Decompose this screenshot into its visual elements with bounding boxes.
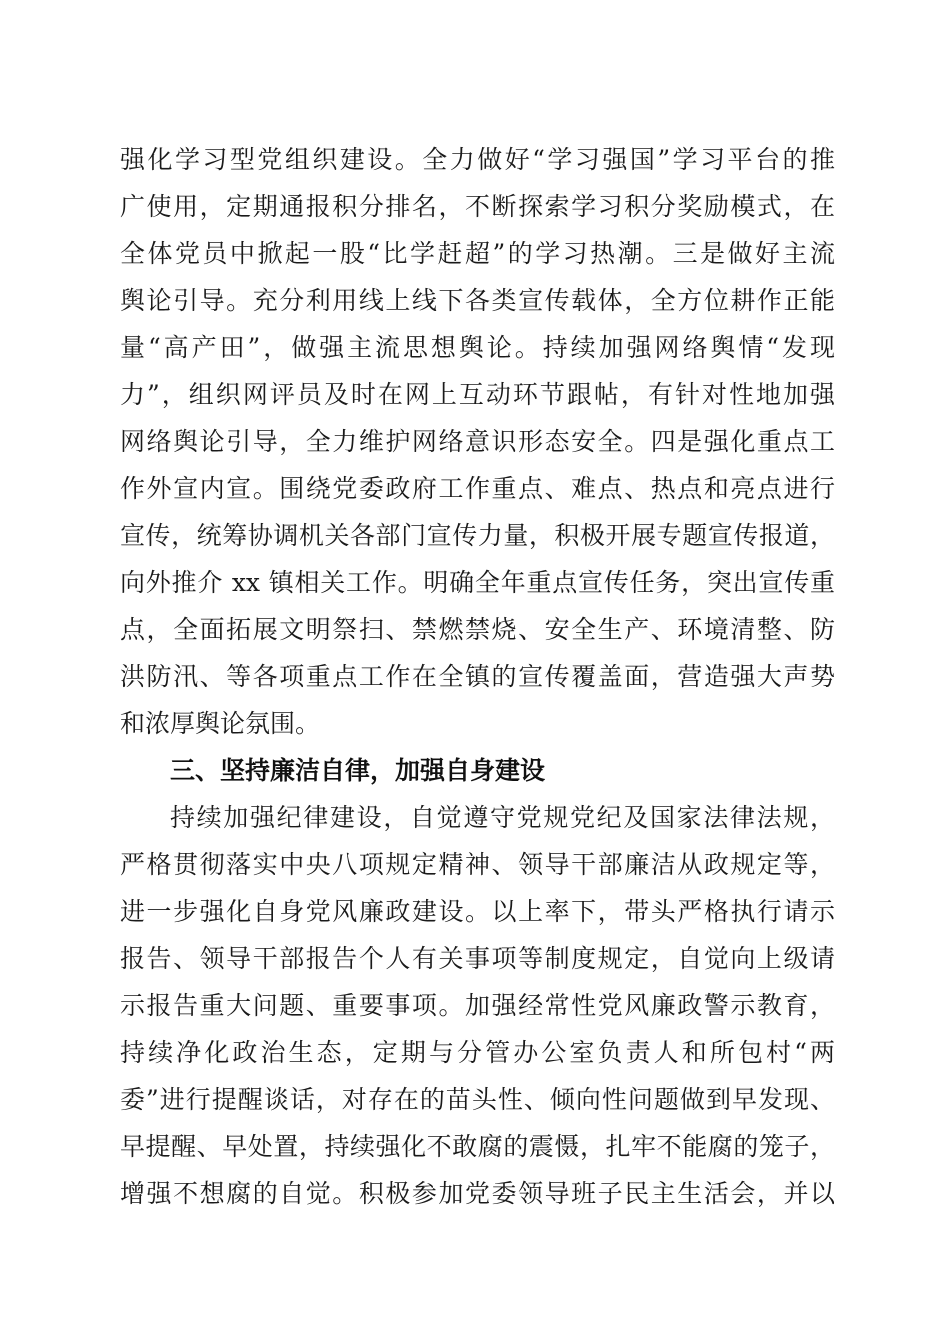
- paragraph-line: 和浓厚舆论氛围。: [120, 709, 321, 738]
- paragraph-line: 持续加强纪律建设，自觉遵守党规党纪及国家法律法规，: [170, 803, 835, 832]
- paragraph-line: 舆论引导。充分利用线上线下各类宣传载体，全方位耕作正能: [120, 286, 835, 315]
- paragraph-line: 进一步强化自身党风廉政建设。以上率下，带头严格执行请示: [120, 897, 835, 926]
- paragraph-line: 示报告重大问题、重要事项。加强经常性党风廉政警示教育，: [120, 991, 835, 1020]
- paragraph-line: 早提醒、早处置，持续强化不敢腐的震慑，扎牢不能腐的笼子，: [120, 1132, 835, 1161]
- paragraph-line: 强化学习型党组织建设。全力做好“学习强国”学习平台的推: [120, 145, 835, 174]
- paragraph-line: 持续净化政治生态，定期与分管办公室负责人和所包村“两: [120, 1038, 835, 1067]
- paragraph-line: 严格贯彻落实中央八项规定精神、领导干部廉洁从政规定等，: [120, 850, 835, 879]
- paragraph-line: 洪防汛、等各项重点工作在全镇的宣传覆盖面，营造强大声势: [120, 662, 835, 691]
- paragraph-line: 全体党员中掀起一股“比学赶超”的学习热潮。三是做好主流: [120, 239, 835, 268]
- paragraph-line: 网络舆论引导，全力维护网络意识形态安全。四是强化重点工: [120, 427, 835, 456]
- paragraph-line: 广使用，定期通报积分排名，不断探索学习积分奖励模式，在: [120, 192, 835, 221]
- paragraph-line: 委”进行提醒谈话，对存在的苗头性、倾向性问题做到早发现、: [120, 1085, 835, 1114]
- paragraph-line: 力”，组织网评员及时在网上互动环节跟帖，有针对性地加强: [120, 380, 835, 409]
- paragraph-line: 量“高产田”，做强主流思想舆论。持续加强网络舆情“发现: [120, 333, 835, 362]
- paragraph-line: 增强不想腐的自觉。积极参加党委领导班子民主生活会，并以: [120, 1179, 835, 1208]
- section-heading: 三、坚持廉洁自律，加强自身建设: [170, 756, 546, 785]
- paragraph-line: 报告、领导干部报告个人有关事项等制度规定，自觉向上级请: [120, 944, 835, 973]
- paragraph-line: 向外推介 xx 镇相关工作。明确全年重点宣传任务，突出宣传重: [120, 568, 835, 597]
- paragraph-line: 作外宣内宣。围绕党委政府工作重点、难点、热点和亮点进行: [120, 474, 835, 503]
- paragraph-line: 点，全面拓展文明祭扫、禁燃禁烧、安全生产、环境清整、防: [120, 615, 835, 644]
- paragraph-line: 宣传，统筹协调机关各部门宣传力量，积极开展专题宣传报道，: [120, 521, 835, 550]
